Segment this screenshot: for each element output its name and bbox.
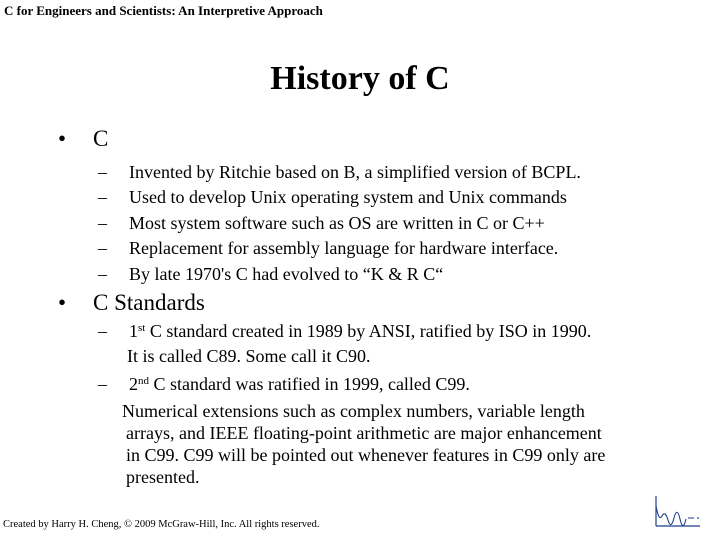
ordinal-suffix: nd	[138, 375, 149, 387]
bullet-label: C Standards	[93, 290, 205, 315]
sub-item-text: Replacement for assembly language for hardware interface.	[129, 238, 559, 258]
ordinal-number: 1	[129, 321, 138, 341]
continuation-line: It is called C89. Some call it C90.	[127, 346, 371, 366]
continuation-line: Numerical extensions such as complex numbers, variable length	[122, 401, 585, 421]
continuation-line: presented.	[126, 467, 200, 487]
dash-marker: –	[98, 374, 107, 394]
sub-item-text	[129, 374, 470, 395]
copyright-footer: Created by Harry H. Cheng, © 2009 McGraw-Hill, Inc. All rights reserved.	[3, 519, 320, 530]
bullet-c-standards	[58, 290, 205, 316]
sub-item-rest: C standard was ratified in 1999, called C99.	[149, 374, 470, 394]
sub-item-text: Invented by Ritchie based on B, a simplified version of BCPL.	[129, 162, 581, 182]
dash-marker: –	[98, 187, 107, 207]
dash-marker: –	[98, 321, 107, 341]
sub-item-text: Most system software such as OS are written in C or C++	[129, 213, 545, 233]
sub-item-rest: C standard created in 1989 by ANSI, ratified by ISO in 1990.	[145, 321, 592, 341]
sub-item-text: Used to develop Unix operating system and Unix commands	[129, 187, 567, 207]
slide-title: History of C	[270, 60, 450, 97]
ordinal-number: 2	[129, 374, 138, 394]
continuation-line: arrays, and IEEE floating-point arithmetic are major enhancement	[126, 423, 602, 443]
bullet-marker: •	[58, 126, 67, 151]
sub-item-text	[129, 321, 591, 342]
slide-header: C for Engineers and Scientists: An Interpretive Approach	[4, 3, 323, 18]
dash-marker: –	[98, 264, 107, 284]
ordinal-suffix: st	[138, 322, 146, 334]
bullet-marker: •	[58, 290, 67, 315]
dash-marker: –	[98, 213, 107, 233]
publisher-logo-icon	[650, 494, 702, 530]
sub-item-text: By late 1970's C had evolved to “K & R C“	[129, 264, 444, 284]
dash-marker: –	[98, 238, 107, 258]
continuation-line: in C99. C99 will be pointed out whenever features in C99 only are	[126, 445, 606, 465]
bullet-c	[58, 126, 108, 152]
dash-marker: –	[98, 162, 107, 182]
bullet-label: C	[93, 126, 109, 151]
